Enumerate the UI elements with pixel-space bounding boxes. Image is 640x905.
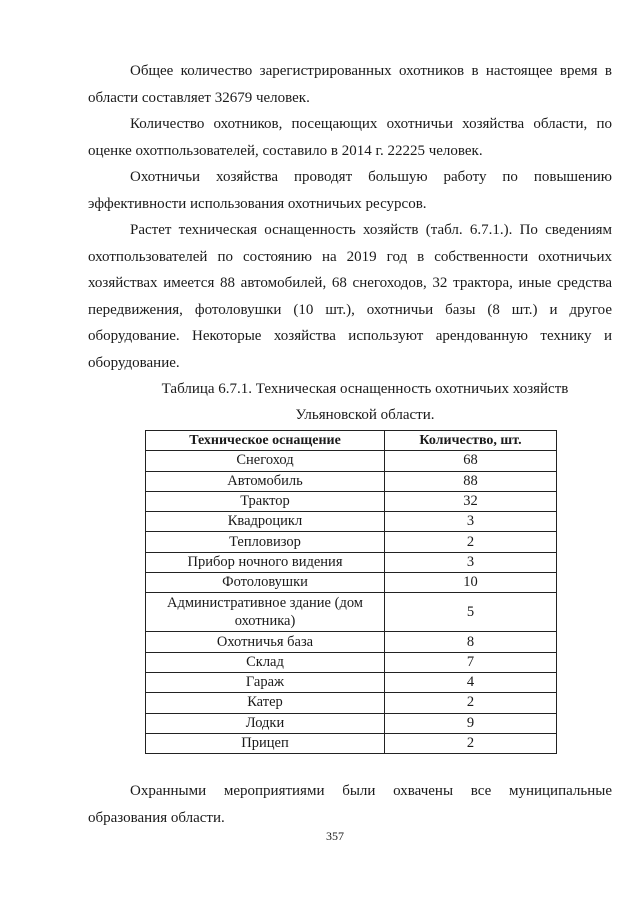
equipment-count: 5 (385, 593, 557, 632)
table-row (146, 512, 557, 532)
equipment-count: 9 (385, 713, 557, 733)
paragraph-hunters-total: Общее количество зарегистрированных охотников в настоящее время в области составляет 32679 человек. (88, 63, 612, 106)
table-row (146, 471, 557, 491)
document-page (88, 58, 612, 831)
equipment-count: 88 (385, 471, 557, 491)
equipment-count: 7 (385, 652, 557, 672)
table-row (146, 652, 557, 672)
page-number: 357 (326, 829, 344, 843)
paragraph-protection: Охранными мероприятиями были охвачены все муниципальные образования области. (88, 783, 612, 826)
table-row (146, 672, 557, 692)
table-row (146, 713, 557, 733)
equipment-count: 2 (385, 532, 557, 552)
equipment-count: 3 (385, 552, 557, 572)
table-row (146, 552, 557, 572)
equipment-name: Прицеп (146, 733, 385, 753)
equipment-name: Склад (146, 652, 385, 672)
equipment-count: 2 (385, 693, 557, 713)
table-header-row (146, 431, 557, 451)
equipment-name: Трактор (146, 491, 385, 511)
table-row (146, 573, 557, 593)
table-caption-line1: Таблица 6.7.1. Техническая оснащенность охотничьих хозяйств (161, 381, 569, 397)
equipment-name: Автомобиль (146, 471, 385, 491)
equipment-count: 2 (385, 733, 557, 753)
equipment-name: Квадроцикл (146, 512, 385, 532)
table-caption-line2: Ульяновской области. (295, 407, 435, 423)
table-row (146, 632, 557, 652)
equipment-table (145, 430, 557, 754)
equipment-name: Фотоловушки (146, 573, 385, 593)
equipment-name: Прибор ночного видения (146, 552, 385, 572)
equipment-count: 32 (385, 491, 557, 511)
equipment-name: Охотничья база (146, 632, 385, 652)
table-row (146, 532, 557, 552)
table-row (146, 491, 557, 511)
table-row (146, 593, 557, 632)
table-row (146, 733, 557, 753)
equipment-name: Катер (146, 693, 385, 713)
equipment-name: Гараж (146, 672, 385, 692)
equipment-count: 4 (385, 672, 557, 692)
equipment-count: 68 (385, 451, 557, 471)
paragraph-equipment: Растет техническая оснащенность хозяйств (табл. 6.7.1.). По сведениям охотпользователей по состоянию на 2019 год в собственности охотничьих хозяйствах имеется 88 автомобилей, 68 снегоходов, 32 трактора, иные средства передвижения, фотоловушки (10 шт.), охотничьи базы (8 шт.) и другое оборудование. Некоторые хозяйства используют арендованную технику и оборудование. (88, 222, 612, 371)
equipment-name: Снегоход (146, 451, 385, 471)
table-row (146, 693, 557, 713)
equipment-count: 3 (385, 512, 557, 532)
equipment-count: 10 (385, 573, 557, 593)
paragraph-hunters-visits: Количество охотников, посещающих охотничьи хозяйства области, по оценке охотпользователей, составило в 2014 г. 22225 человек. (88, 116, 612, 159)
equipment-name: Административное здание (дом охотника) (146, 593, 385, 632)
equipment-count: 8 (385, 632, 557, 652)
table-row (146, 451, 557, 471)
header-quantity: Количество, шт. (385, 431, 557, 451)
equipment-name: Тепловизор (146, 532, 385, 552)
header-equipment: Техническое оснащение (146, 431, 385, 451)
equipment-name: Лодки (146, 713, 385, 733)
paragraph-efficiency: Охотничьи хозяйства проводят большую работу по повышению эффективности использования охотничьих ресурсов. (88, 169, 612, 212)
